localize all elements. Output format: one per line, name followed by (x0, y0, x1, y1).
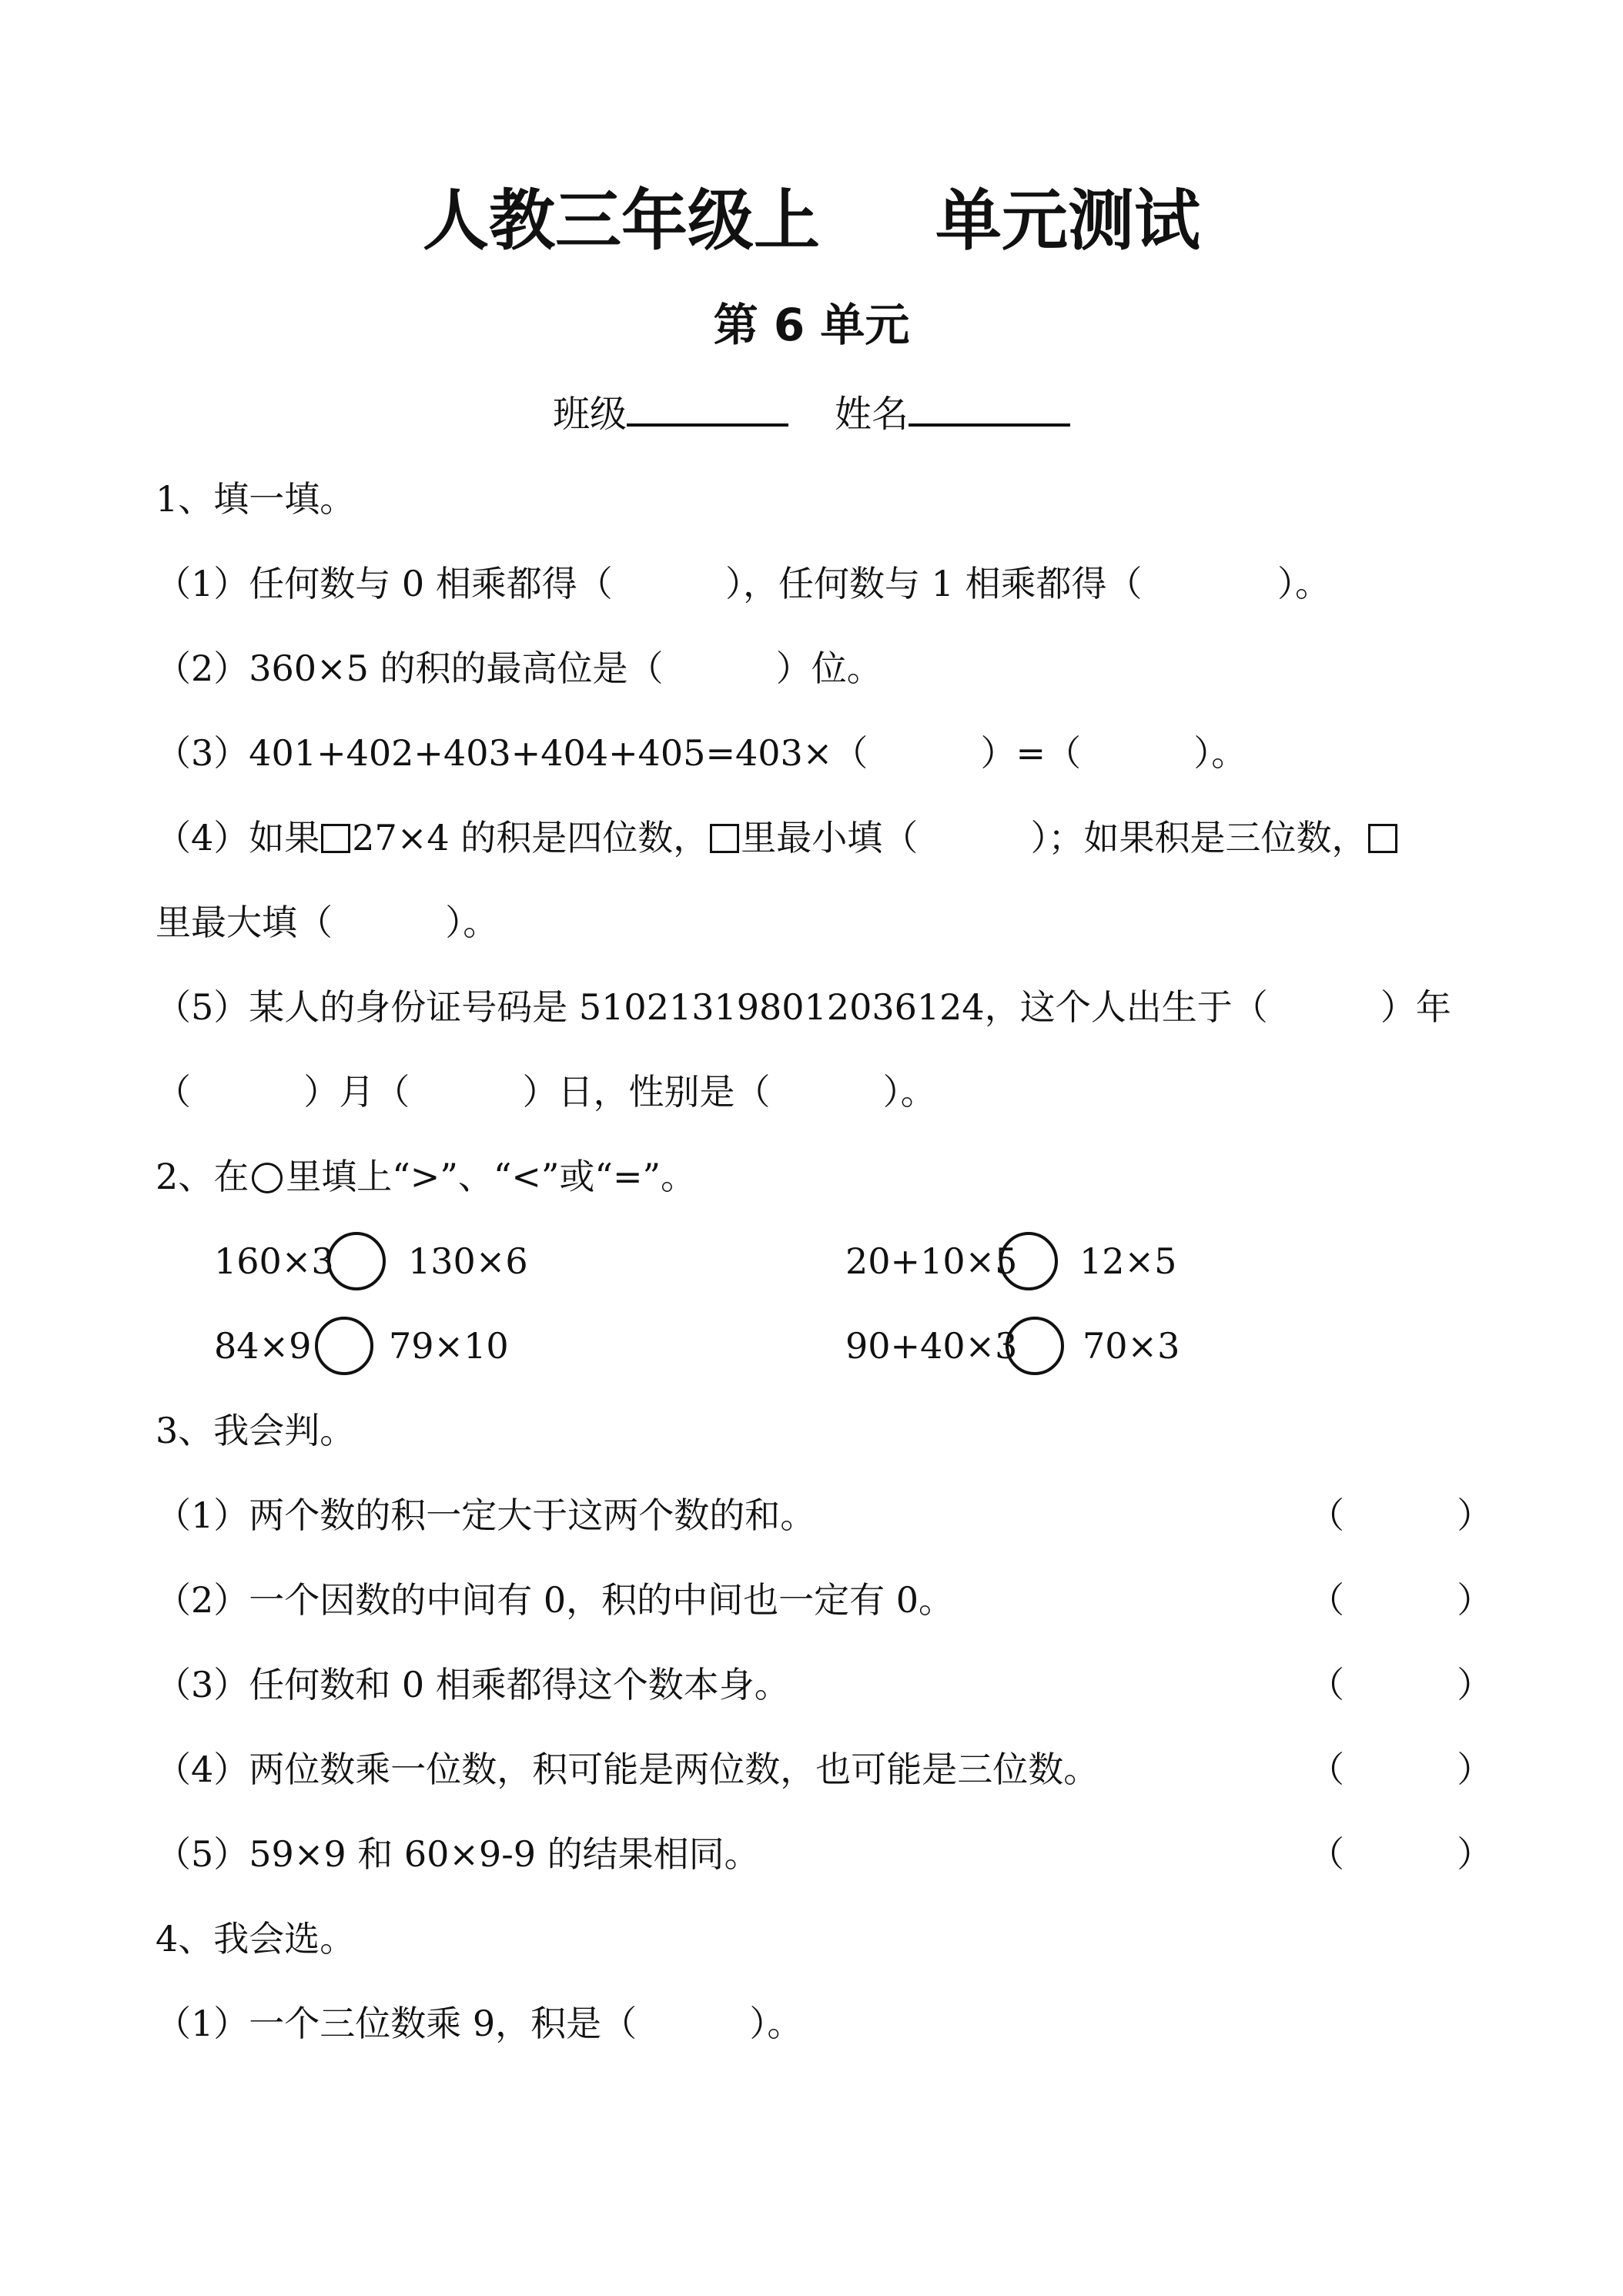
s2-heading-part-b: 里填上“>”、“<”或“=”。 (286, 1156, 697, 1197)
square-blank-icon (710, 824, 739, 853)
s2-heading-part-a: 2、在 (156, 1156, 249, 1197)
square-blank-icon (1368, 824, 1397, 853)
judge-item-1: （1）两个数的积一定大于这两个数的和。 (156, 1494, 816, 1536)
answer-paren[interactable]: （ ） (1309, 1494, 1493, 1536)
judge-item-5: （5）59×9 和 60×9-9 的结果相同。 (156, 1833, 760, 1875)
unit-subtitle: 第 6 单元 (713, 299, 910, 351)
compare-left: 84×9 (214, 1325, 312, 1367)
s1-question-3: （3）401+402+403+404+405=403×（ ）=（ ）。 (156, 732, 1247, 774)
class-label: 班级 (552, 393, 627, 436)
s1-q4-part-c: 里最小填（ ）；如果积是三位数， (741, 817, 1367, 858)
compare-right: 12×5 (1079, 1240, 1177, 1282)
compare-left: 20+10×5 (845, 1240, 1018, 1282)
compare-circle-blank[interactable] (315, 1317, 373, 1375)
s1-question-4-cont: 里最大填（ ）。 (156, 902, 499, 943)
s1-question-1: （1）任何数与 0 相乘都得（ ），任何数与 1 相乘都得（ ）。 (156, 563, 1330, 604)
name-label: 姓名 (835, 393, 909, 436)
compare-circle-blank[interactable] (327, 1232, 386, 1290)
judge-item-4: （4）两位数乘一位数，积可能是两位数，也可能是三位数。 (156, 1749, 1099, 1790)
compare-left: 90+40×3 (845, 1325, 1018, 1367)
judge-item-2: （2）一个因数的中间有 0，积的中间也一定有 0。 (156, 1579, 955, 1621)
s1-q4-part-b: 27×4 的积是四位数， (352, 817, 709, 858)
choice-question-1: （1）一个三位数乘 9，积是（ ）。 (156, 2003, 803, 2044)
answer-paren[interactable]: （ ） (1309, 1833, 1493, 1875)
class-blank[interactable] (627, 383, 788, 427)
student-info-line (0, 383, 1623, 441)
section4-heading: 4、我会选。 (156, 1918, 356, 1960)
compare-left: 160×3 (214, 1240, 334, 1282)
title-left: 人教三年级上 (423, 182, 820, 259)
s1-question-5: （5）某人的身份证号码是 510213198012036124，这个人出生于（ ）年 (156, 986, 1451, 1028)
compare-right: 70×3 (1083, 1325, 1180, 1367)
section3-heading: 3、我会判。 (156, 1410, 356, 1451)
answer-paren[interactable]: （ ） (1309, 1579, 1493, 1621)
compare-circle-blank[interactable] (999, 1232, 1058, 1290)
s1-question-5-cont: （ ）月（ ）日，性别是（ ）。 (156, 1071, 936, 1113)
circle-icon (252, 1163, 283, 1193)
answer-paren[interactable]: （ ） (1309, 1664, 1493, 1705)
compare-circle-blank[interactable] (1006, 1317, 1064, 1375)
judge-item-3: （3）任何数和 0 相乘都得这个数本身。 (156, 1664, 790, 1705)
s1-question-4 (156, 815, 1399, 861)
answer-paren[interactable]: （ ） (1309, 1749, 1493, 1790)
s1-q4-part-a: （4）如果 (156, 817, 320, 858)
page-title (0, 179, 1623, 263)
compare-right: 79×10 (389, 1325, 509, 1367)
section1-heading: 1、填一填。 (156, 478, 356, 520)
name-blank[interactable] (909, 383, 1070, 427)
section2-heading (156, 1153, 696, 1200)
title-right: 单元测试 (935, 182, 1200, 259)
compare-right: 130×6 (408, 1240, 528, 1282)
s1-question-2: （2）360×5 的积的最高位是（ ）位。 (156, 648, 882, 689)
square-blank-icon (321, 824, 350, 853)
